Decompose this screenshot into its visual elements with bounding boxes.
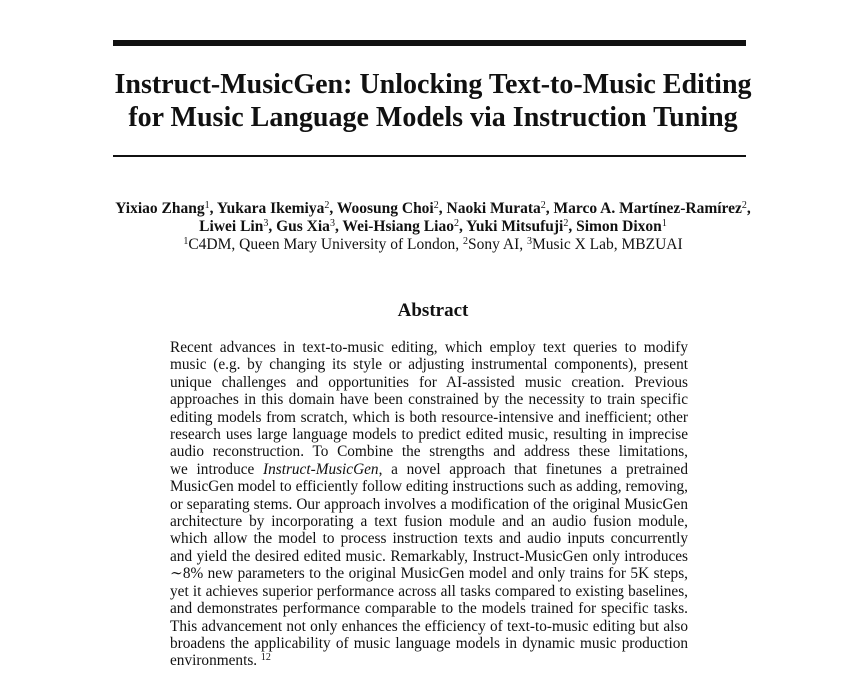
abstract-line: research uses large language models to predict edited music, resulting in imprecise (170, 426, 688, 444)
title-line-1: Instruct-MusicGen: Unlocking Text-to-Music Editing (114, 69, 752, 100)
affiliation-number: 3 (526, 236, 532, 247)
abstract-heading: Abstract (397, 300, 469, 321)
author-affiliation-mark: 2 (324, 200, 330, 211)
abstract-line: and demonstrates performance comparable to the models trained for specific tasks. (170, 600, 688, 618)
abstract-line: Recent advances in text-to-music editing, which employ text queries to modify (170, 339, 688, 356)
abstract-text: , a novel approach that finetunes a pretrained (378, 460, 688, 478)
footnote-marker[interactable]: 12 (260, 652, 271, 664)
author-affiliation-mark: 2 (540, 200, 546, 211)
author-name: Naoki Murata (446, 200, 541, 217)
author-affiliation-mark: 2 (433, 200, 439, 211)
abstract-line: architecture by incorporating a text fusion module and an audio fusion module, (170, 513, 688, 531)
author-line-1 (60, 200, 806, 218)
author-affiliation-mark: 3 (329, 218, 335, 229)
abstract-line: broadens the applicability of music language models in dynamic music production (170, 634, 688, 652)
author-separator: , (329, 200, 337, 217)
author-separator: , (458, 218, 467, 235)
abstract-line: audio reconstruction. To Combine the strengths and address these limitations, (170, 443, 688, 461)
abstract-line: or separating stems. Our approach involves a modification of the original MusicGen (170, 495, 688, 513)
author-name: Simon Dixon (576, 218, 662, 235)
author-block (60, 200, 806, 254)
author-affiliation-mark: 2 (741, 200, 747, 211)
affiliation-text: Sony AI, (467, 236, 527, 253)
abstract-line: This advancement not only enhances the efficiency of text-to-music editing but also (170, 617, 688, 635)
abstract-line: unique challenges and opportunities for AI-assisted music creation. Previous (170, 373, 688, 391)
author-affiliation-mark: 1 (204, 200, 210, 211)
author-name: Wei-Hsiang Liao (342, 218, 454, 235)
author-affiliation-mark: 2 (563, 218, 569, 229)
affiliation-text: C4DM, Queen Mary University of London, (188, 236, 463, 253)
title-bottom-rule (113, 155, 746, 157)
top-rule (113, 40, 746, 46)
author-affiliation-mark: 2 (453, 218, 459, 229)
abstract-body (170, 339, 688, 670)
title-line-2: for Music Language Models via Instruction Tuning (128, 102, 738, 133)
author-name: Yukara Ikemiya (216, 200, 325, 217)
author-separator: , (268, 218, 277, 235)
author-name: Woosung Choi (336, 200, 434, 217)
abstract-line: ∼8% new parameters to the original MusicGen model and only trains for 5K steps, (170, 565, 688, 583)
author-separator: , (438, 200, 447, 217)
paper-title (60, 68, 806, 134)
author-separator: , (746, 200, 751, 217)
abstract-line (170, 461, 688, 478)
abstract-line (170, 652, 688, 669)
method-name-emphasis: Instruct-MusicGen (263, 460, 379, 478)
affiliation-number: 1 (183, 236, 189, 247)
author-line-2 (60, 218, 806, 236)
author-separator: , (334, 218, 343, 235)
abstract-line: which allow the model to process instruction texts and audio inputs concurrently (170, 530, 688, 548)
affiliation-line (60, 236, 806, 254)
author-name: Gus Xia (276, 218, 330, 235)
abstract-line: approaches in this domain have been constrained by the necessity to train specific (170, 391, 688, 409)
abstract-line: yet it achieves superior performance across all tasks compared to existing baselines, (170, 582, 688, 600)
abstract-line: music (e.g. by changing its style or adjusting instrumental components), present (170, 356, 688, 374)
abstract-line: MusicGen model to efficiently follow editing instructions such as adding, removing, (170, 478, 688, 496)
abstract-text: we introduce (170, 460, 264, 478)
affiliation-number: 2 (462, 236, 468, 247)
author-affiliation-mark: 3 (263, 218, 269, 229)
author-separator: , (568, 218, 577, 235)
author-separator: , (545, 200, 554, 217)
abstract-text: environments. (170, 652, 261, 670)
abstract-line: editing models from scratch, which is both resource-intensive and inefficient; other (170, 408, 688, 426)
abstract-line: and yield the desired edited music. Remarkably, Instruct-MusicGen only introduces (170, 547, 688, 565)
author-affiliation-mark: 1 (661, 218, 667, 229)
author-name: Marco A. Martínez-Ramírez (553, 200, 742, 217)
affiliation-text: Music X Lab, MBZUAI (531, 236, 683, 253)
author-separator: , (209, 200, 217, 217)
author-name: Yuki Mitsufuji (466, 218, 564, 235)
author-name: Yixiao Zhang (115, 200, 205, 217)
author-name: Liwei Lin (199, 218, 264, 235)
